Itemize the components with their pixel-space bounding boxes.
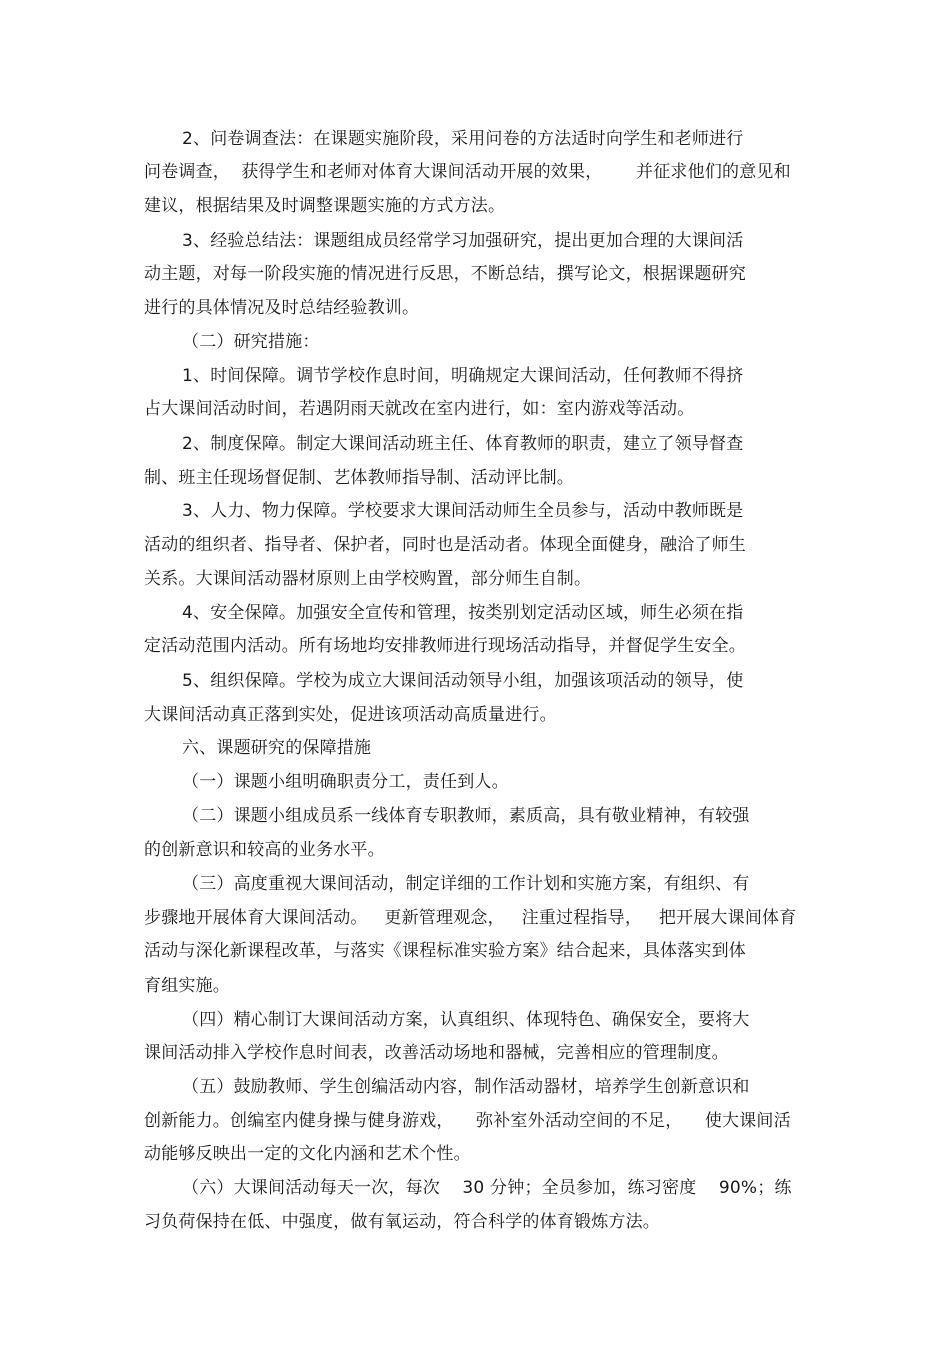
paragraph-line: 进行的具体情况及时总结经验教训。 [144, 298, 420, 318]
paragraph-line: 习负荷保持在低、中强度，做有氧运动，符合科学的体育锻炼方法。 [144, 1212, 660, 1232]
paragraph-line: 制、班主任现场督促制、艺体教师指导制、活动评比制。 [144, 468, 574, 488]
paragraph-line: 3、人力、物力保障。学校要求大课间活动师生全员参与，活动中教师既是 [182, 501, 744, 521]
paragraph-line: 活动的组织者、指导者、保护者，同时也是活动者。体现全面健身，融洽了师生 [144, 535, 746, 555]
paragraph-line: 步骤地开展体育大课间活动。 更新管理观念， 注重过程指导， 把开展大课间体育 [144, 908, 797, 928]
paragraph-line: 2、制度保障。制定大课间活动班主任、体育教师的职责，建立了领导督查 [182, 434, 744, 454]
paragraph-line: 3、经验总结法：课题组成员经常学习加强研究，提出更加合理的大课间活 [182, 231, 744, 251]
paragraph-line: 定活动范围内活动。所有场地均安排教师进行现场活动指导，并督促学生安全。 [144, 636, 746, 656]
paragraph-line: 占大课间活动时间，若遇阴雨天就改在室内进行，如：室内游戏等活动。 [144, 399, 695, 419]
paragraph-line: 创新能力。创编室内健身操与健身游戏， 弥补室外活动空间的不足， 使大课间活 [144, 1111, 791, 1131]
paragraph-line: 5、组织保障。学校为成立大课间活动领导小组，加强该项活动的领导，使 [182, 671, 744, 691]
paragraph-line: 建议，根据结果及时调整课题实施的方式方法。 [144, 196, 506, 216]
paragraph-line: 大课间活动真正落到实处，促进该项活动高质量进行。 [144, 705, 557, 725]
section-heading: （二）研究措施： [182, 332, 320, 352]
paragraph-line: 活动与深化新课程改革，与落实《课程标准实验方案》结合起来，具体落实到体 [144, 941, 746, 961]
paragraph-line: 2、问卷调查法：在课题实施阶段，采用问卷的方法适时向学生和老师进行 [182, 129, 744, 149]
paragraph-line: 的创新意识和较高的业务水平。 [144, 840, 385, 860]
paragraph-line: （一）课题小组明确职责分工，责任到人。 [182, 772, 509, 792]
paragraph-line: 1、时间保障。调节学校作息时间，明确规定大课间活动，任何教师不得挤 [182, 366, 744, 386]
section-heading: 六、课题研究的保障措施 [182, 738, 372, 758]
paragraph-line: 关系。大课间活动器材原则上由学校购置，部分师生自制。 [144, 569, 592, 589]
paragraph-line: （五）鼓励教师、学生创编活动内容，制作活动器材，培养学生创新意识和 [182, 1077, 750, 1097]
paragraph-line: （三）高度重视大课间活动，制定详细的工作计划和实施方案，有组织、有 [182, 874, 750, 894]
paragraph-line: （二）课题小组成员系一线体育专职教师，素质高，具有敬业精神，有较强 [182, 806, 750, 826]
paragraph-line: 动主题，对每一阶段实施的情况进行反思，不断总结，撰写论文，根据课题研究 [144, 264, 746, 284]
paragraph-line: 动能够反映出一定的文化内涵和艺术个性。 [144, 1144, 471, 1164]
paragraph-line: 4、安全保障。加强安全宣传和管理，按类别划定活动区域，师生必须在指 [182, 603, 744, 623]
paragraph-line: 育组实施。 [144, 976, 230, 996]
paragraph-line: （四）精心制订大课间活动方案，认真组织、体现特色、确保安全，要将大 [182, 1010, 750, 1030]
paragraph-line: 问卷调查， 获得学生和老师对体育大课间活动开展的效果， 并征求他们的意见和 [144, 162, 791, 182]
paragraph-line: 课间活动排入学校作息时间表，改善活动场地和器械，完善相应的管理制度。 [144, 1043, 729, 1063]
paragraph-line: （六）大课间活动每天一次，每次 30 分钟；全员参加，练习密度 90%；练 [182, 1178, 792, 1198]
